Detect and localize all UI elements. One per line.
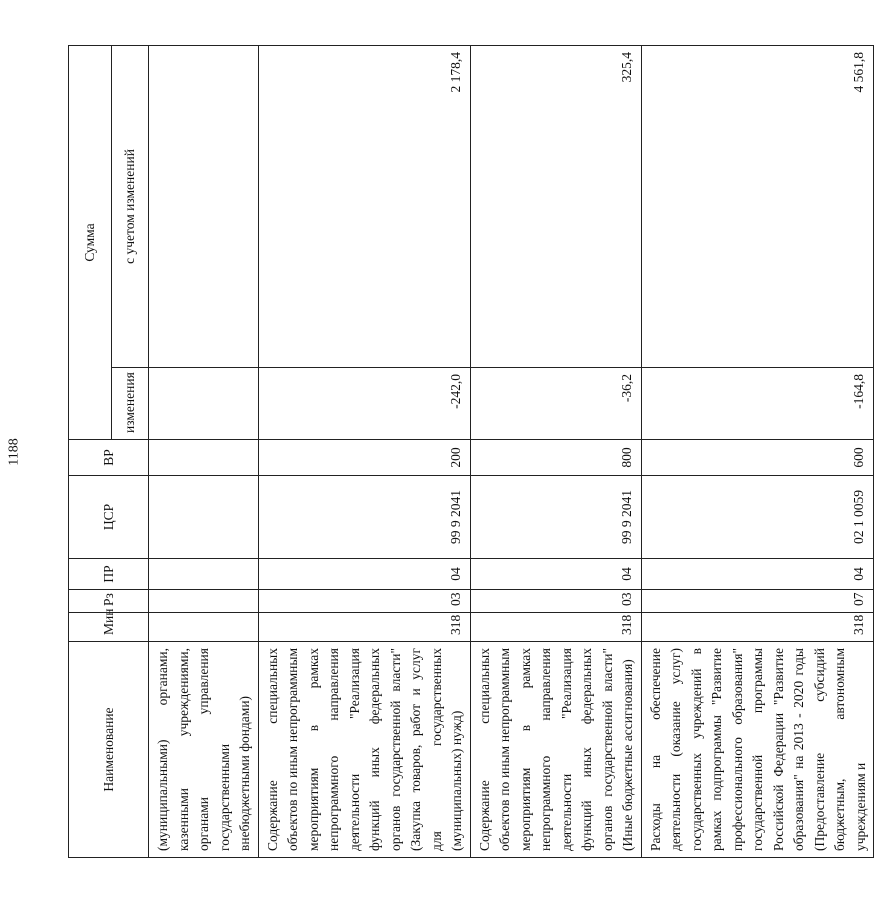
- table-row: [641, 45, 874, 857]
- table-row: [470, 45, 641, 857]
- header-csr: ЦСР: [69, 476, 149, 559]
- cell-change: -36,2: [470, 368, 641, 440]
- cell-min: [149, 613, 259, 642]
- cell-name: Содержание специальных объектов по иным непрограммным мероприятиям в рамках непрограммного направления деятельности "Реализация функций иных федеральных органов государственной власти" (Закупка товаров, работ и услуг для государственных (муниципальных) нужд): [258, 642, 470, 858]
- header-min: Мин: [69, 613, 149, 642]
- header-sum: Сумма: [69, 45, 112, 439]
- cell-name: Расходы на обеспечение деятельности (оказание услуг) государственных учреждений в рамках подпрограммы "Развитие профессионального образования" государственной программы Российской Федерации "Развитие образования" на 2013 - 2020 годы (Предоставление субсидий бюджетным, автономным учреждениям и: [641, 642, 874, 858]
- cell-change: [149, 368, 259, 440]
- cell-rz: 03: [258, 590, 470, 613]
- cell-pr: 04: [470, 559, 641, 590]
- cell-with-change: 325,4: [470, 45, 641, 367]
- cell-pr: 04: [641, 559, 874, 590]
- table-row: [258, 45, 470, 857]
- cell-csr: [149, 476, 259, 559]
- cell-csr: 99 9 2041: [470, 476, 641, 559]
- header-name: Наименование: [69, 642, 149, 858]
- cell-min: 318: [641, 613, 874, 642]
- cell-min: 318: [470, 613, 641, 642]
- header-vr: ВР: [69, 440, 149, 476]
- cell-rz: 03: [470, 590, 641, 613]
- header-pr: ПР: [69, 559, 149, 590]
- cell-name: Содержание специальных объектов по иным непрограммным мероприятиям в рамках непрограммного направления деятельности "Реализация функций иных федеральных органов государственной власти" (Иные бюджетные ассигнования): [470, 642, 641, 858]
- page-number: [0, 428, 30, 476]
- cell-rz: [149, 590, 259, 613]
- cell-vr: 800: [470, 440, 641, 476]
- cell-name: (муниципальными) органами, казенными учреждениями, органами управления государственными внебюджетными фондами): [149, 642, 259, 858]
- cell-with-change: [149, 45, 259, 367]
- cell-rz: 07: [641, 590, 874, 613]
- cell-csr: 02 1 0059: [641, 476, 874, 559]
- budget-table-container: [68, 46, 868, 858]
- cell-change: -164,8: [641, 368, 874, 440]
- header-change: изменения: [112, 368, 149, 440]
- cell-min: 318: [258, 613, 470, 642]
- header-with-change: с учетом изменений: [112, 45, 149, 367]
- table-row: [149, 45, 259, 857]
- cell-pr: [149, 559, 259, 590]
- cell-change: -242,0: [258, 368, 470, 440]
- cell-with-change: 4 561,8: [641, 45, 874, 367]
- cell-vr: 600: [641, 440, 874, 476]
- budget-table: [68, 45, 874, 858]
- cell-vr: 200: [258, 440, 470, 476]
- cell-pr: 04: [258, 559, 470, 590]
- cell-csr: 99 9 2041: [258, 476, 470, 559]
- page-number-text: 1188: [6, 438, 22, 466]
- header-rz: Рз: [69, 590, 149, 613]
- cell-vr: [149, 440, 259, 476]
- cell-with-change: 2 178,4: [258, 45, 470, 367]
